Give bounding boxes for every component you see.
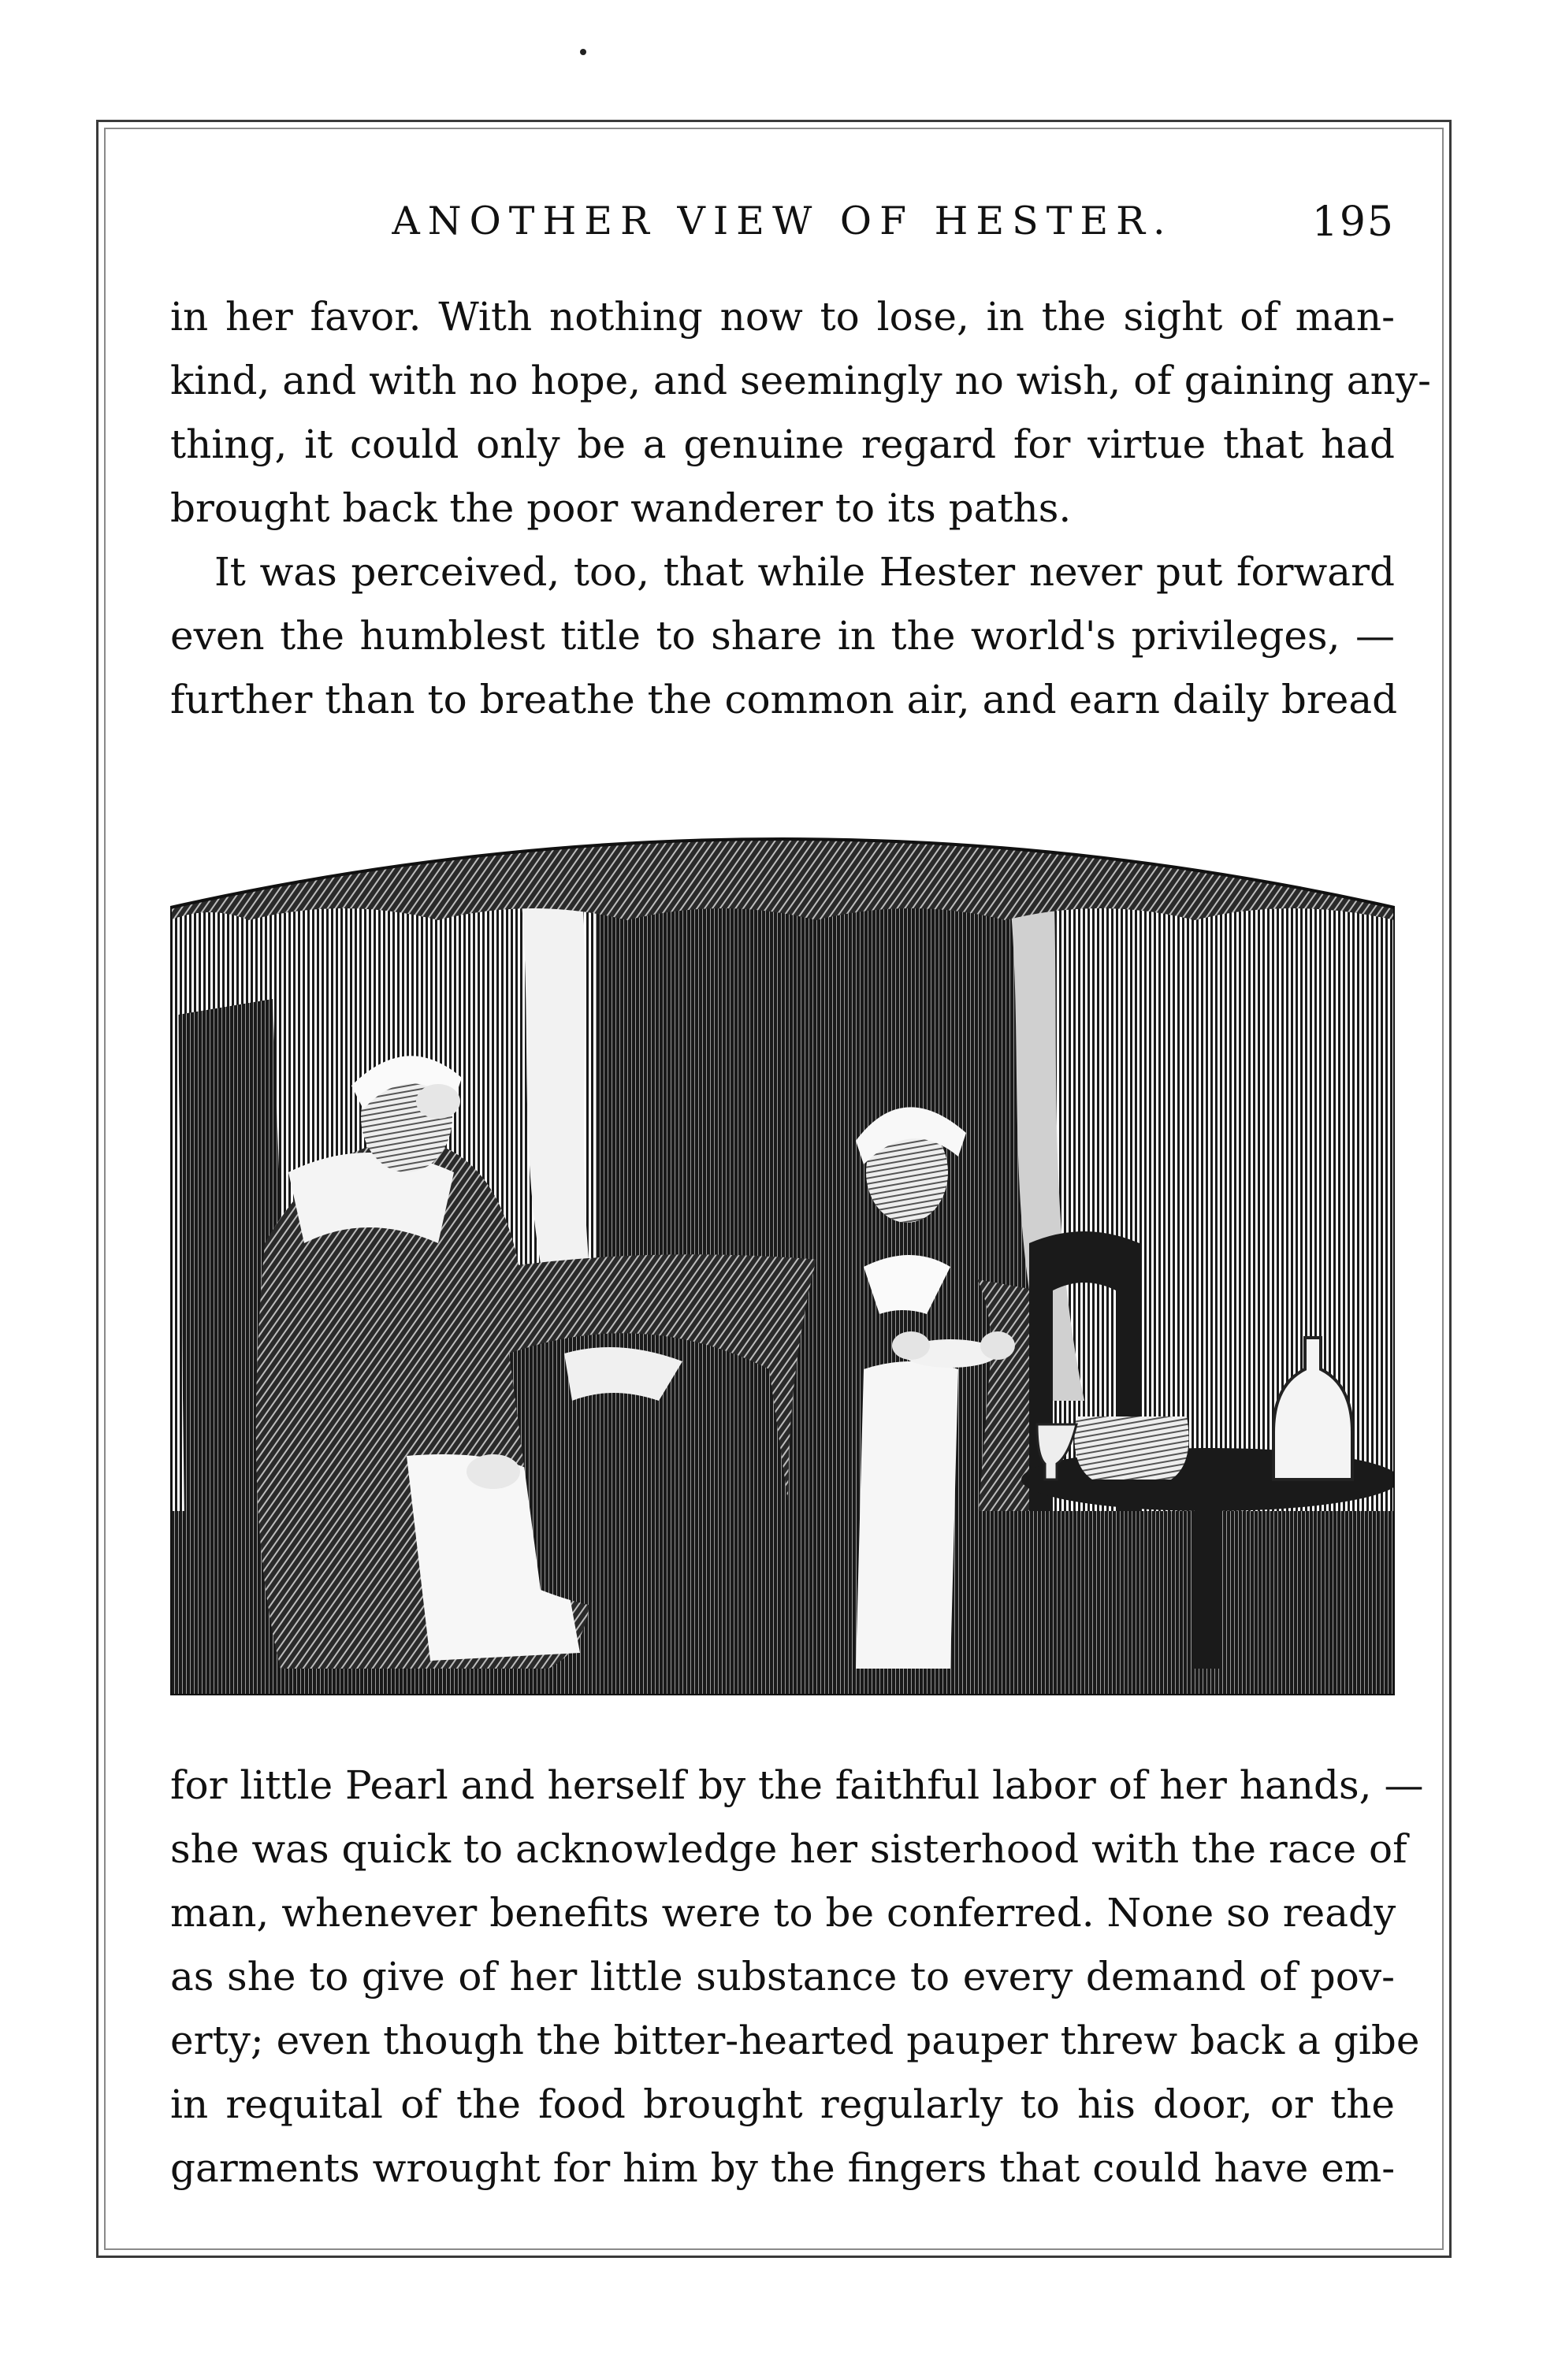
body-text-top	[170, 285, 1431, 732]
running-head	[170, 191, 1395, 254]
text-line: further than to breathe the common air, and earn daily bread	[170, 677, 1398, 722]
print-speck	[580, 49, 586, 55]
text-line: even the humblest title to share in the world's privileges, —	[170, 613, 1395, 659]
running-head-title: ANOTHER VIEW OF HESTER.	[392, 199, 1173, 243]
text-line: It was perceived, too, that while Hester never put forward	[214, 549, 1395, 595]
text-line: in her favor. With nothing now to lose, in the sight of man-	[170, 294, 1395, 340]
text-line: brought back the poor wanderer to its paths.	[170, 485, 1072, 531]
text-line: man, whenever benefits were to be conferred. None so ready	[170, 1890, 1396, 1936]
text-line: erty; even though the bitter-hearted pauper threw back a gibe	[170, 2018, 1420, 2063]
text-line: garments wrought for him by the fingers that could have em-	[170, 2145, 1396, 2191]
engraving-illustration	[170, 802, 1395, 1695]
text-line: thing, it could only be a genuine regard for virtue that had	[170, 421, 1395, 467]
text-line: for little Pearl and herself by the faithful labor of her hands, —	[170, 1762, 1424, 1808]
text-line: in requital of the food brought regularly to his door, or the	[170, 2081, 1395, 2127]
text-line: she was quick to acknowledge her sisterhood with the race of	[170, 1826, 1407, 1872]
text-line: kind, and with no hope, and seemingly no wish, of gaining any-	[170, 358, 1431, 403]
page-number: 195	[1311, 199, 1395, 246]
body-text-bottom	[170, 1754, 1424, 2200]
text-line: as she to give of her little substance to every demand of pov-	[170, 1954, 1395, 1999]
